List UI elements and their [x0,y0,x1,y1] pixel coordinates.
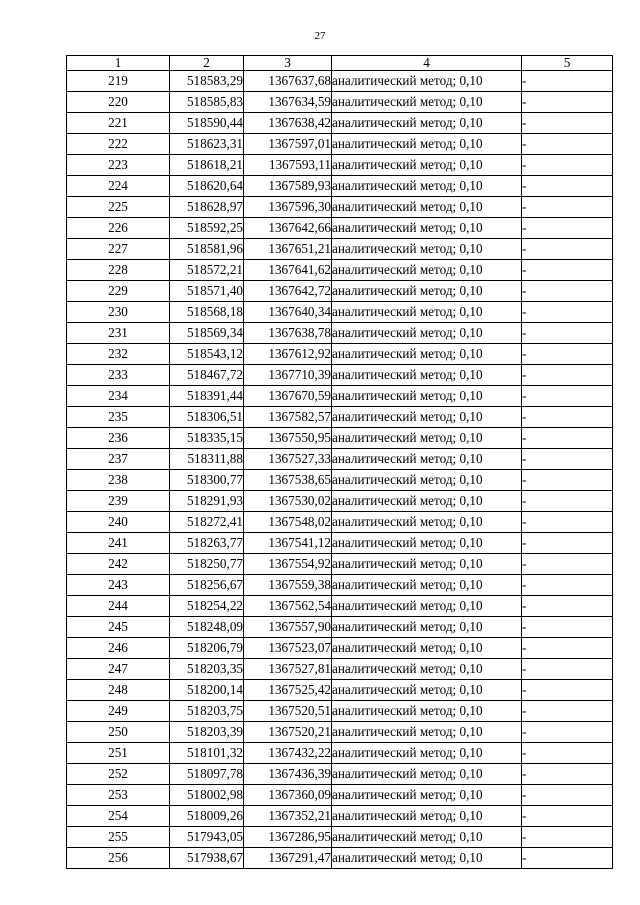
x-coordinate-cell: 518623,31 [170,134,244,155]
table-row [67,617,613,638]
method-cell: аналитический метод; 0,10 [332,596,522,617]
y-coordinate-cell: 1367641,62 [244,260,332,281]
table-row [67,764,613,785]
y-coordinate-cell: 1367291,47 [244,848,332,869]
point-number-cell: 237 [67,449,170,470]
method-cell: аналитический метод; 0,10 [332,449,522,470]
method-cell: аналитический метод; 0,10 [332,134,522,155]
note-cell: - [522,617,613,638]
table-row [67,239,613,260]
x-coordinate-cell: 518618,21 [170,155,244,176]
x-coordinate-cell: 518248,09 [170,617,244,638]
point-number-cell: 221 [67,113,170,134]
note-cell: - [522,701,613,722]
table-row [67,680,613,701]
point-number-cell: 251 [67,743,170,764]
y-coordinate-cell: 1367593,11 [244,155,332,176]
x-coordinate-cell: 517943,05 [170,827,244,848]
note-cell: - [522,218,613,239]
point-number-cell: 241 [67,533,170,554]
point-number-cell: 228 [67,260,170,281]
method-cell: аналитический метод; 0,10 [332,743,522,764]
table-row [67,743,613,764]
method-cell: аналитический метод; 0,10 [332,176,522,197]
method-cell: аналитический метод; 0,10 [332,764,522,785]
point-number-cell: 239 [67,491,170,512]
point-number-cell: 238 [67,470,170,491]
table-row [67,806,613,827]
x-coordinate-cell: 518590,44 [170,113,244,134]
x-coordinate-cell: 518583,29 [170,71,244,92]
point-number-cell: 234 [67,386,170,407]
point-number-cell: 225 [67,197,170,218]
y-coordinate-cell: 1367286,95 [244,827,332,848]
point-number-cell: 244 [67,596,170,617]
note-cell: - [522,785,613,806]
point-number-cell: 246 [67,638,170,659]
y-coordinate-cell: 1367589,93 [244,176,332,197]
x-coordinate-cell: 518203,35 [170,659,244,680]
x-coordinate-cell: 518097,78 [170,764,244,785]
point-number-cell: 236 [67,428,170,449]
method-cell: аналитический метод; 0,10 [332,785,522,806]
note-cell: - [522,827,613,848]
method-cell: аналитический метод; 0,10 [332,512,522,533]
note-cell: - [522,596,613,617]
column-header: 5 [522,56,613,71]
table-row [67,365,613,386]
page-number: 27 [314,30,326,42]
y-coordinate-cell: 1367520,21 [244,722,332,743]
table-row [67,470,613,491]
table-row [67,71,613,92]
note-cell: - [522,722,613,743]
method-cell: аналитический метод; 0,10 [332,638,522,659]
column-header: 2 [170,56,244,71]
note-cell: - [522,281,613,302]
note-cell: - [522,407,613,428]
table-row [67,554,613,575]
note-cell: - [522,260,613,281]
table-row [67,659,613,680]
note-cell: - [522,323,613,344]
point-number-cell: 249 [67,701,170,722]
note-cell: - [522,491,613,512]
table-row [67,827,613,848]
method-cell: аналитический метод; 0,10 [332,680,522,701]
table-row [67,428,613,449]
method-cell: аналитический метод; 0,10 [332,197,522,218]
point-number-cell: 229 [67,281,170,302]
point-number-cell: 235 [67,407,170,428]
y-coordinate-cell: 1367527,81 [244,659,332,680]
point-number-cell: 253 [67,785,170,806]
y-coordinate-cell: 1367638,78 [244,323,332,344]
note-cell: - [522,155,613,176]
y-coordinate-cell: 1367642,72 [244,281,332,302]
point-number-cell: 223 [67,155,170,176]
y-coordinate-cell: 1367651,21 [244,239,332,260]
method-cell: аналитический метод; 0,10 [332,617,522,638]
note-cell: - [522,470,613,491]
table-row [67,218,613,239]
table-row [67,260,613,281]
y-coordinate-cell: 1367710,39 [244,365,332,386]
x-coordinate-cell: 517938,67 [170,848,244,869]
column-header: 4 [332,56,522,71]
note-cell: - [522,554,613,575]
note-cell: - [522,848,613,869]
method-cell: аналитический метод; 0,10 [332,344,522,365]
point-number-cell: 245 [67,617,170,638]
table-row [67,155,613,176]
note-cell: - [522,176,613,197]
y-coordinate-cell: 1367541,12 [244,533,332,554]
table-row [67,449,613,470]
y-coordinate-cell: 1367670,59 [244,386,332,407]
y-coordinate-cell: 1367352,21 [244,806,332,827]
column-header: 3 [244,56,332,71]
x-coordinate-cell: 518203,39 [170,722,244,743]
y-coordinate-cell: 1367642,66 [244,218,332,239]
table-row [67,491,613,512]
table-row [67,92,613,113]
x-coordinate-cell: 518254,22 [170,596,244,617]
table-row [67,176,613,197]
x-coordinate-cell: 518311,88 [170,449,244,470]
note-cell: - [522,428,613,449]
x-coordinate-cell: 518572,21 [170,260,244,281]
y-coordinate-cell: 1367612,92 [244,344,332,365]
method-cell: аналитический метод; 0,10 [332,92,522,113]
y-coordinate-cell: 1367554,92 [244,554,332,575]
table-row [67,575,613,596]
note-cell: - [522,743,613,764]
method-cell: аналитический метод; 0,10 [332,428,522,449]
x-coordinate-cell: 518306,51 [170,407,244,428]
point-number-cell: 240 [67,512,170,533]
x-coordinate-cell: 518272,41 [170,512,244,533]
table-header-row [67,56,613,71]
x-coordinate-cell: 518256,67 [170,575,244,596]
method-cell: аналитический метод; 0,10 [332,218,522,239]
x-coordinate-cell: 518300,77 [170,470,244,491]
method-cell: аналитический метод; 0,10 [332,659,522,680]
table-row [67,113,613,134]
method-cell: аналитический метод; 0,10 [332,365,522,386]
method-cell: аналитический метод; 0,10 [332,260,522,281]
note-cell: - [522,806,613,827]
y-coordinate-cell: 1367638,42 [244,113,332,134]
note-cell: - [522,92,613,113]
note-cell: - [522,680,613,701]
table-row [67,722,613,743]
method-cell: аналитический метод; 0,10 [332,491,522,512]
y-coordinate-cell: 1367562,54 [244,596,332,617]
table-row [67,134,613,155]
x-coordinate-cell: 518620,64 [170,176,244,197]
y-coordinate-cell: 1367525,42 [244,680,332,701]
note-cell: - [522,764,613,785]
x-coordinate-cell: 518467,72 [170,365,244,386]
point-number-cell: 224 [67,176,170,197]
coordinates-table [66,55,613,869]
note-cell: - [522,533,613,554]
x-coordinate-cell: 518206,79 [170,638,244,659]
point-number-cell: 219 [67,71,170,92]
method-cell: аналитический метод; 0,10 [332,575,522,596]
x-coordinate-cell: 518291,93 [170,491,244,512]
y-coordinate-cell: 1367596,30 [244,197,332,218]
note-cell: - [522,302,613,323]
point-number-cell: 243 [67,575,170,596]
table-row [67,785,613,806]
y-coordinate-cell: 1367582,57 [244,407,332,428]
method-cell: аналитический метод; 0,10 [332,155,522,176]
point-number-cell: 220 [67,92,170,113]
x-coordinate-cell: 518581,96 [170,239,244,260]
method-cell: аналитический метод; 0,10 [332,407,522,428]
y-coordinate-cell: 1367550,95 [244,428,332,449]
method-cell: аналитический метод; 0,10 [332,827,522,848]
point-number-cell: 254 [67,806,170,827]
y-coordinate-cell: 1367530,02 [244,491,332,512]
x-coordinate-cell: 518203,75 [170,701,244,722]
note-cell: - [522,197,613,218]
y-coordinate-cell: 1367597,01 [244,134,332,155]
table-row [67,407,613,428]
point-number-cell: 250 [67,722,170,743]
point-number-cell: 233 [67,365,170,386]
table-row [67,281,613,302]
x-coordinate-cell: 518101,32 [170,743,244,764]
method-cell: аналитический метод; 0,10 [332,806,522,827]
y-coordinate-cell: 1367523,07 [244,638,332,659]
table-row [67,302,613,323]
x-coordinate-cell: 518571,40 [170,281,244,302]
x-coordinate-cell: 518543,12 [170,344,244,365]
method-cell: аналитический метод; 0,10 [332,848,522,869]
table-row [67,701,613,722]
method-cell: аналитический метод; 0,10 [332,554,522,575]
point-number-cell: 232 [67,344,170,365]
point-number-cell: 230 [67,302,170,323]
method-cell: аналитический метод; 0,10 [332,281,522,302]
y-coordinate-cell: 1367527,33 [244,449,332,470]
note-cell: - [522,344,613,365]
x-coordinate-cell: 518592,25 [170,218,244,239]
point-number-cell: 252 [67,764,170,785]
x-coordinate-cell: 518263,77 [170,533,244,554]
method-cell: аналитический метод; 0,10 [332,323,522,344]
x-coordinate-cell: 518250,77 [170,554,244,575]
note-cell: - [522,239,613,260]
table-row [67,344,613,365]
x-coordinate-cell: 518628,97 [170,197,244,218]
y-coordinate-cell: 1367360,09 [244,785,332,806]
table-row [67,512,613,533]
note-cell: - [522,638,613,659]
table-row [67,323,613,344]
point-number-cell: 247 [67,659,170,680]
method-cell: аналитический метод; 0,10 [332,386,522,407]
table-row [67,638,613,659]
x-coordinate-cell: 518009,26 [170,806,244,827]
x-coordinate-cell: 518569,34 [170,323,244,344]
method-cell: аналитический метод; 0,10 [332,533,522,554]
note-cell: - [522,134,613,155]
table-row [67,596,613,617]
note-cell: - [522,365,613,386]
x-coordinate-cell: 518568,18 [170,302,244,323]
y-coordinate-cell: 1367557,90 [244,617,332,638]
note-cell: - [522,71,613,92]
y-coordinate-cell: 1367634,59 [244,92,332,113]
method-cell: аналитический метод; 0,10 [332,239,522,260]
note-cell: - [522,113,613,134]
x-coordinate-cell: 518585,83 [170,92,244,113]
method-cell: аналитический метод; 0,10 [332,113,522,134]
point-number-cell: 222 [67,134,170,155]
x-coordinate-cell: 518002,98 [170,785,244,806]
method-cell: аналитический метод; 0,10 [332,722,522,743]
y-coordinate-cell: 1367432,22 [244,743,332,764]
x-coordinate-cell: 518335,15 [170,428,244,449]
method-cell: аналитический метод; 0,10 [332,71,522,92]
point-number-cell: 248 [67,680,170,701]
y-coordinate-cell: 1367520,51 [244,701,332,722]
y-coordinate-cell: 1367559,38 [244,575,332,596]
y-coordinate-cell: 1367548,02 [244,512,332,533]
table-row [67,848,613,869]
y-coordinate-cell: 1367640,34 [244,302,332,323]
y-coordinate-cell: 1367436,39 [244,764,332,785]
table-row [67,533,613,554]
x-coordinate-cell: 518391,44 [170,386,244,407]
y-coordinate-cell: 1367637,68 [244,71,332,92]
column-header: 1 [67,56,170,71]
x-coordinate-cell: 518200,14 [170,680,244,701]
point-number-cell: 242 [67,554,170,575]
y-coordinate-cell: 1367538,65 [244,470,332,491]
point-number-cell: 231 [67,323,170,344]
method-cell: аналитический метод; 0,10 [332,701,522,722]
method-cell: аналитический метод; 0,10 [332,302,522,323]
table-row [67,386,613,407]
table-row [67,197,613,218]
note-cell: - [522,512,613,533]
point-number-cell: 255 [67,827,170,848]
method-cell: аналитический метод; 0,10 [332,470,522,491]
point-number-cell: 256 [67,848,170,869]
note-cell: - [522,386,613,407]
point-number-cell: 226 [67,218,170,239]
note-cell: - [522,449,613,470]
note-cell: - [522,575,613,596]
note-cell: - [522,659,613,680]
point-number-cell: 227 [67,239,170,260]
